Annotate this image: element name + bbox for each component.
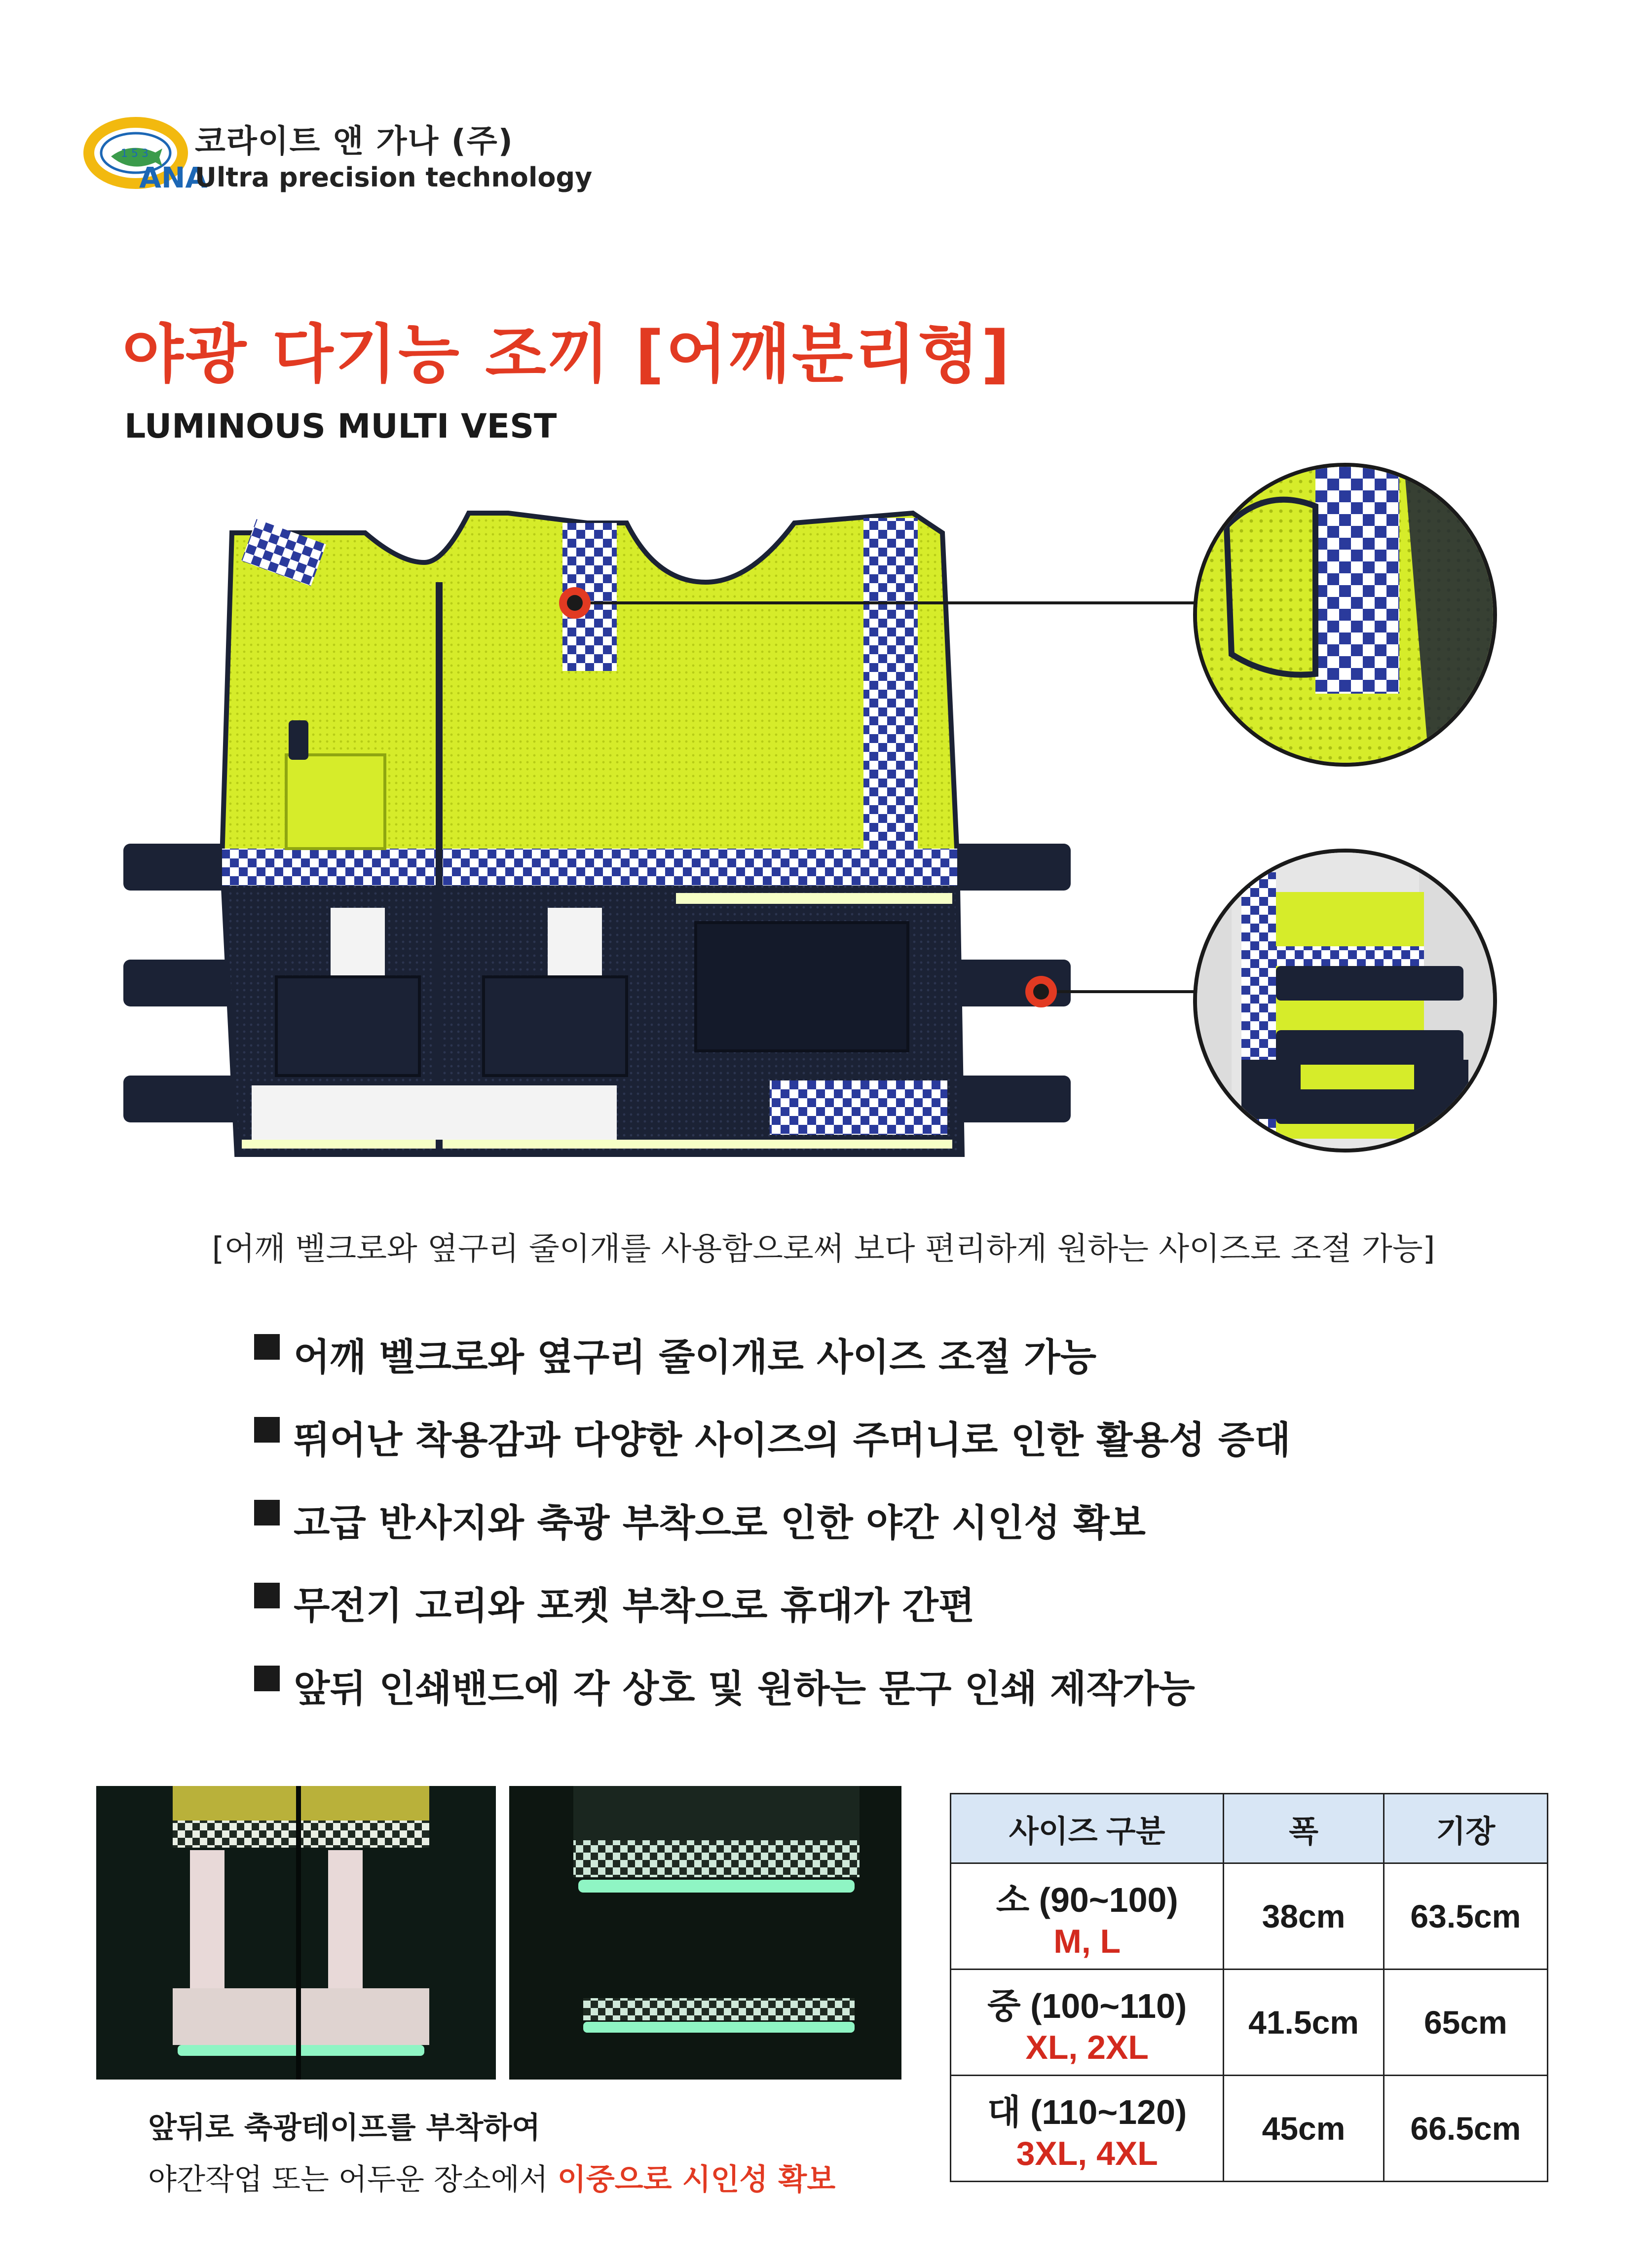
width-cell: 38cm — [1224, 1863, 1384, 1970]
company-name: 코라이트 앤 가나 (주) — [195, 123, 514, 160]
size-range: 대 (110~120) — [987, 2092, 1187, 2131]
table-header-row — [951, 1794, 1548, 1863]
night-back-photo — [509, 1786, 901, 2080]
size-range: 소 (90~100) — [996, 1880, 1178, 1919]
adjustment-caption: [어깨 벨크로와 옆구리 줄이개를 사용함으로써 보다 편리하게 원하는 사이즈로 조절 가능] — [212, 1231, 1435, 1267]
square-bullet-icon — [254, 1583, 280, 1608]
feature-item — [254, 1493, 1291, 1576]
size-cell — [951, 1970, 1224, 2076]
size-cell — [951, 2076, 1224, 2182]
size-range: 중 (100~110) — [987, 1986, 1187, 2025]
table-row — [951, 1970, 1548, 2076]
size-code: 3XL, 4XL — [1016, 2134, 1158, 2172]
vest-image — [123, 503, 1071, 1179]
square-bullet-icon — [254, 1334, 280, 1360]
feature-list — [254, 1327, 1291, 1742]
square-bullet-icon — [254, 1666, 280, 1691]
column-header: 기장 — [1384, 1794, 1547, 1863]
feature-text: 무전기 고리와 포켓 부착으로 휴대가 간편 — [294, 1584, 975, 1628]
size-code: M, L — [1053, 1922, 1121, 1960]
size-code: XL, 2XL — [1025, 2028, 1149, 2066]
square-bullet-icon — [254, 1417, 280, 1443]
side-strap-detail-photo — [1193, 849, 1497, 1153]
logo-mark-text: ANA — [139, 161, 208, 194]
feature-text: 뛰어난 착용감과 다양한 사이즈의 주머니로 인한 활용성 증대 — [294, 1418, 1291, 1462]
length-cell: 66.5cm — [1384, 2076, 1547, 2182]
night-front-photo — [96, 1786, 496, 2080]
square-bullet-icon — [254, 1500, 280, 1525]
length-cell: 65cm — [1384, 1970, 1547, 2076]
company-tagline: Ultra precision technology — [195, 162, 593, 193]
size-table — [950, 1793, 1548, 2182]
feature-text: 앞뒤 인쇄밴드에 각 상호 및 원하는 문구 인쇄 제작가능 — [294, 1667, 1195, 1710]
table-row — [951, 1863, 1548, 1970]
table-row — [951, 2076, 1548, 2182]
glow-note-emphasis: 이중으로 시인성 확보 — [557, 2162, 836, 2197]
size-cell — [951, 1863, 1224, 1970]
feature-text: 어깨 벨크로와 옆구리 줄이개로 사이즈 조절 가능 — [294, 1335, 1097, 1379]
column-header: 폭 — [1224, 1794, 1384, 1863]
glow-note-title: 앞뒤로 축광테이프를 부착하여 — [148, 2111, 541, 2145]
glow-note-prefix: 야간작업 또는 어두운 장소에서 — [148, 2162, 558, 2197]
feature-item — [254, 1327, 1291, 1410]
width-cell: 45cm — [1224, 2076, 1384, 2182]
length-cell: 63.5cm — [1384, 1863, 1547, 1970]
product-title: 야광 다기능 조끼 [어깨분리형] — [122, 318, 1012, 391]
feature-item — [254, 1659, 1291, 1742]
column-header: 사이즈 구분 — [951, 1794, 1224, 1863]
glow-note-body — [148, 2156, 835, 2198]
svg-text:1 5 3: 1 5 3 — [121, 148, 149, 160]
feature-text: 고급 반사지와 축광 부착으로 인한 야간 시인성 확보 — [294, 1501, 1146, 1545]
feature-item — [254, 1410, 1291, 1493]
feature-item — [254, 1576, 1291, 1659]
width-cell: 41.5cm — [1224, 1970, 1384, 2076]
shoulder-detail-photo — [1193, 463, 1497, 767]
product-subtitle: LUMINOUS MULTI VEST — [124, 407, 557, 446]
